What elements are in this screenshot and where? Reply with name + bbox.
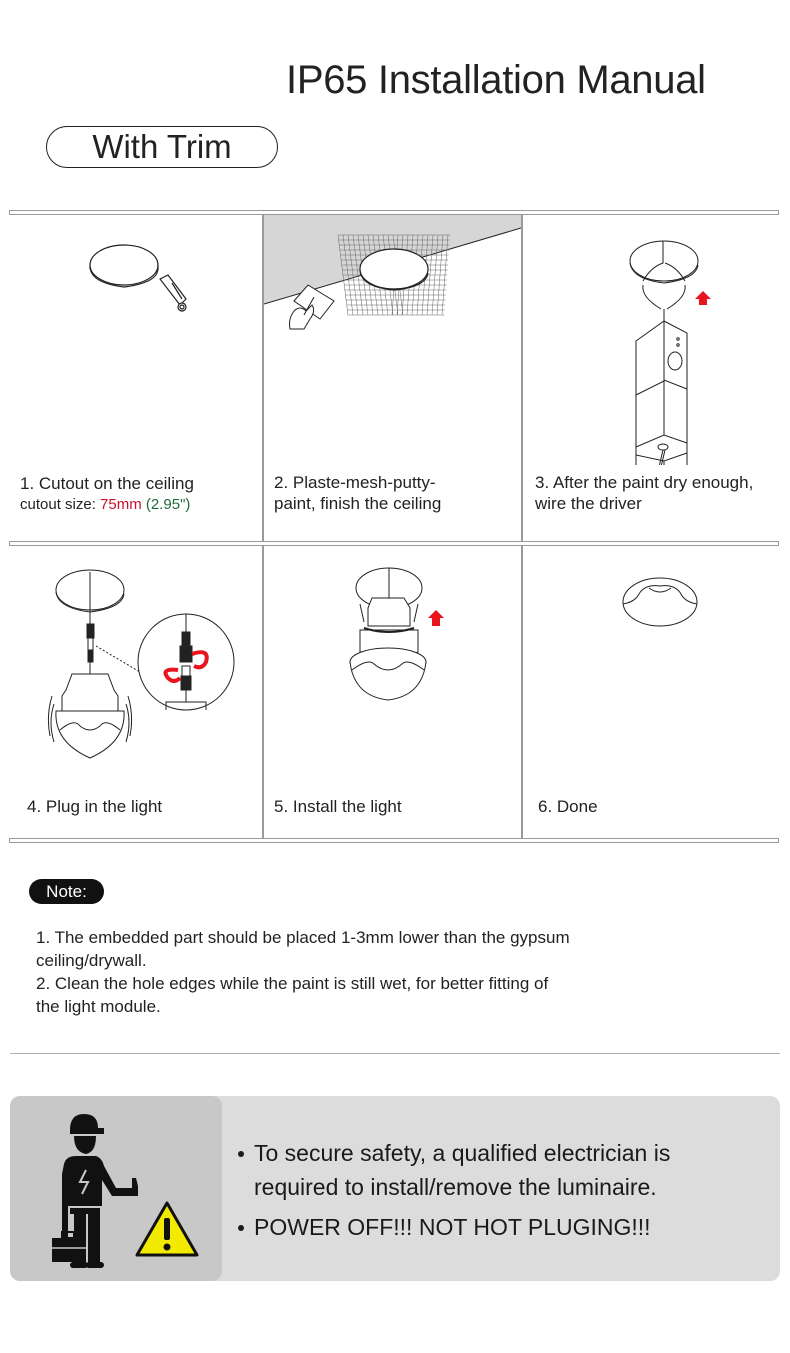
divider [10, 1053, 780, 1054]
safety-item-1-line-2: required to install/remove the luminaire. [254, 1174, 657, 1200]
step-2 [264, 215, 521, 541]
up-arrow-icon [428, 610, 444, 626]
step-6-title: 6. Done [538, 797, 598, 816]
grid-bottom-border [9, 838, 779, 843]
warning-triangle-icon [134, 1200, 200, 1258]
safety-item-1-line-1: To secure safety, a qualified electrician is [254, 1140, 671, 1166]
safety-item-2: POWER OFF!!! NOT HOT PLUGING!!! [254, 1214, 651, 1240]
note-badge: Note: [29, 879, 104, 904]
installed-trim-illustration [523, 546, 780, 646]
note-line-4: the light module. [36, 997, 161, 1016]
step-6 [523, 546, 780, 838]
step-1 [10, 215, 262, 541]
step-5-title: 5. Install the light [274, 797, 402, 816]
safety-icon-panel [10, 1096, 222, 1281]
ceiling-cutout-illustration [10, 215, 262, 325]
step-3-title-line2: wire the driver [535, 494, 642, 513]
driver-wiring-illustration [523, 215, 780, 465]
safety-item [238, 1136, 670, 1204]
step-2-title-line2: paint, finish the ceiling [274, 494, 442, 513]
bullet-icon [238, 1151, 244, 1157]
note-line-3: 2. Clean the hole edges while the paint is still wet, for better fitting of [36, 974, 549, 993]
step-1-title: 1. Cutout on the ceiling [20, 474, 194, 493]
step-4-title: 4. Plug in the light [27, 797, 163, 816]
step-5 [264, 546, 521, 838]
plug-connector-illustration [10, 546, 262, 761]
step-2-title-line1: 2. Plaste-mesh-putty- [274, 473, 436, 492]
section-label-text: With Trim [92, 128, 232, 165]
cutout-size-mm: 75mm [100, 496, 142, 513]
safety-list [238, 1136, 670, 1244]
note-line-2: ceiling/drywall. [36, 951, 147, 970]
mesh-putty-illustration [264, 215, 521, 335]
section-label-with-trim [46, 126, 278, 168]
safety-item [238, 1210, 670, 1244]
safety-panel [10, 1096, 780, 1281]
step-3 [523, 215, 780, 541]
page-title: IP65 Installation Manual [286, 58, 706, 102]
up-arrow-icon [695, 291, 711, 305]
note-line-1: 1. The embedded part should be placed 1-3mm lower than the gypsum [36, 928, 570, 947]
bullet-icon [238, 1225, 244, 1231]
step-3-title-line1: 3. After the paint dry enough, [535, 473, 754, 492]
step-4 [10, 546, 262, 838]
step-1-sub-label: cutout size: [20, 496, 101, 513]
note-text [36, 926, 716, 1018]
cutout-size-inch: (2.95") [145, 496, 191, 513]
install-light-illustration [264, 546, 521, 706]
